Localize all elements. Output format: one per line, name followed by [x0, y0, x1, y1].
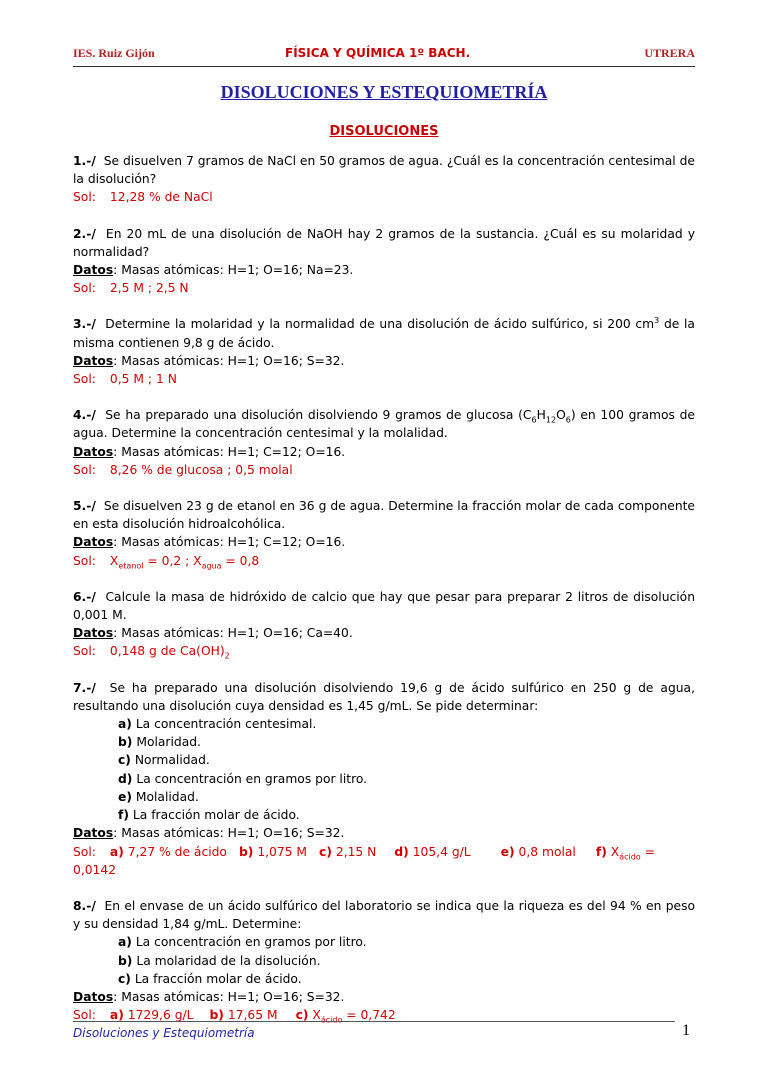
subscript: ácido: [619, 851, 641, 861]
solution-line: [73, 279, 695, 297]
sol-value: 1729,6 g/L: [123, 1008, 194, 1023]
list-item: [118, 751, 695, 769]
item-text: Molalidad.: [131, 789, 199, 804]
problem-number: 8.-/: [73, 898, 96, 913]
problem-number: 5.-/: [73, 499, 96, 514]
sol-x: X: [308, 1008, 321, 1023]
sol-label: Sol:: [73, 553, 96, 568]
problem-number: 4.-/: [73, 408, 96, 423]
problem-5: [73, 497, 695, 570]
footer-divider: [73, 1021, 675, 1022]
list-item: [118, 715, 695, 733]
problem-number: 3.-/: [73, 317, 96, 332]
solution-part: [239, 845, 307, 859]
sol-label: Sol:: [73, 462, 96, 477]
list-item: [118, 970, 695, 988]
problem-text: Se disuelven 23 g de etanol en 36 g de agua. Determine la fracción molar de cada componente en esta disolución hidroalcohólica.: [73, 499, 695, 532]
datos-line: [73, 624, 695, 642]
sol-a: 0,148 g de Ca(OH): [109, 644, 225, 659]
solution-line: [73, 370, 695, 388]
sol-x: X: [606, 844, 620, 859]
sol-value: = 0,742: [342, 1008, 396, 1023]
sol-key: a): [109, 1008, 124, 1023]
problem-text-cont: de la misma contienen 9,8 g de ácido.: [73, 317, 695, 350]
item-text: La molaridad de la disolución.: [132, 953, 321, 968]
list-item: [118, 788, 695, 806]
datos-text: : Masas atómicas: H=1; O=16; Na=23.: [113, 263, 354, 278]
sol-key: d): [394, 844, 409, 859]
solution-line: [73, 642, 695, 660]
header-school: IES. Ruiz Gijón: [73, 46, 155, 60]
datos-text: : Masas atómicas: H=1; O=16; S=32.: [113, 353, 345, 368]
header-town: UTRERA: [644, 46, 695, 60]
problem-2: [73, 225, 695, 298]
item-key: c): [118, 971, 131, 986]
datos-text: : Masas atómicas: H=1; O=16; Ca=40.: [113, 626, 353, 641]
item-text: La concentración en gramos por litro.: [131, 935, 367, 950]
subscript: etanol: [118, 561, 144, 571]
item-key: b): [118, 735, 133, 750]
problem-3: [73, 315, 695, 388]
sol-key: f): [595, 844, 607, 859]
solution-text: 2,5 M ; 2,5 N: [109, 281, 189, 296]
sol-label: Sol:: [73, 190, 96, 205]
subscript: 12: [545, 415, 557, 425]
solution-part: [319, 845, 376, 859]
sol-value: 2,15 N: [331, 844, 377, 859]
datos-line: [73, 443, 695, 461]
item-text: La concentración centesimal.: [131, 717, 317, 732]
header-divider: [73, 66, 695, 67]
solution-text: 12,28 % de NaCl: [109, 190, 213, 205]
item-key: d): [118, 771, 133, 786]
solution-line: [73, 188, 695, 206]
datos-text: : Masas atómicas: H=1; O=16; S=32.: [113, 989, 345, 1004]
problem-7: [73, 679, 695, 879]
datos-label: Datos: [73, 263, 114, 278]
item-key: a): [118, 717, 132, 732]
page-header: [73, 46, 695, 64]
problem-text: En 20 mL de una disolución de NaOH hay 2 gramos de la sustancia. ¿Cuál es su molaridad y normalidad?: [73, 226, 695, 259]
formula-part: O: [556, 408, 566, 423]
page-title: DISOLUCIONES Y ESTEQUIOMETRÍA: [220, 82, 548, 102]
problem-text: Se disuelven 7 gramos de NaCl en 50 gramos de agua. ¿Cuál es la concentración centesimal de la disolución?: [73, 154, 695, 187]
sol-value: 0,8 molal: [514, 844, 576, 859]
superscript: 3: [654, 316, 660, 326]
datos-line: [73, 988, 695, 1006]
datos-text: : Masas atómicas: H=1; C=12; O=16.: [113, 444, 346, 459]
problem-text: Se ha preparado una disolución disolviendo 19,6 g de ácido sulfúrico en 250 g de agua, resultando una disolución cuya densidad es 1,45 g/mL. Se pide determinar:: [73, 680, 695, 713]
problem-4: [73, 406, 695, 479]
solution-text: [109, 644, 230, 661]
solution-part: [394, 845, 470, 859]
datos-label: Datos: [73, 535, 114, 550]
sol-key: b): [238, 844, 254, 859]
problem-8: [73, 897, 695, 1024]
sol-value: 17,65 M: [223, 1008, 278, 1023]
formula-part: H: [536, 408, 546, 423]
problem-6: [73, 588, 695, 661]
list-item: [118, 770, 695, 788]
item-text: La fracción molar de ácido.: [128, 808, 300, 823]
datos-line: [73, 824, 695, 842]
problems-list: [73, 152, 695, 1042]
item-key: b): [118, 953, 133, 968]
item-key: a): [118, 935, 132, 950]
footer-title: Disoluciones y Estequiometría: [73, 1026, 255, 1040]
problem-text: Determine la molaridad y la normalidad de una disolución de ácido sulfúrico, si 200 cm: [105, 317, 655, 332]
sol-value: 7,27 % de ácido: [123, 844, 227, 859]
sol-key: e): [500, 844, 515, 859]
problem-text: En el envase de un ácido sulfúrico del laboratorio se indica que la riqueza es del 94 % en peso y su densidad 1,84 g/mL. Determine:: [73, 898, 695, 932]
solution-part: [501, 845, 576, 859]
sol-x: X: [109, 553, 119, 568]
item-text: Normalidad.: [130, 753, 210, 768]
sol-key: c): [295, 1008, 309, 1023]
sol-label: Sol:: [73, 644, 96, 659]
problem-number: 7.-/: [73, 680, 96, 695]
sol-end: = 0,8: [221, 553, 260, 568]
subscript: ácido: [320, 1015, 343, 1025]
sol-label: Sol:: [73, 281, 96, 296]
sol-mid: = 0,2 ; X: [143, 553, 202, 568]
solution-line: [73, 552, 695, 570]
problem-number: 6.-/: [73, 589, 96, 604]
sol-value: 1,075 M: [253, 844, 308, 859]
problem-text: Calcule la masa de hidróxido de calcio que hay que pesar para preparar 2 litros de disolución 0,001 M.: [73, 589, 695, 623]
subscript: 6: [565, 415, 571, 425]
sol-key: b): [209, 1008, 224, 1023]
list-item: [118, 933, 695, 951]
problem-1: [73, 152, 695, 207]
datos-label: Datos: [73, 353, 114, 368]
page-number: 1: [682, 1022, 690, 1039]
list-item: [118, 733, 695, 751]
list-item: [118, 806, 695, 824]
subscript: agua: [201, 561, 222, 571]
solution-line: [73, 461, 695, 479]
sol-label: Sol:: [73, 844, 96, 859]
sol-key: c): [319, 844, 332, 859]
sol-key: a): [109, 844, 124, 859]
datos-text: : Masas atómicas: H=1; O=16; S=32.: [113, 826, 345, 841]
problem-number: 1.-/: [73, 154, 96, 168]
item-text: La fracción molar de ácido.: [130, 971, 302, 986]
solution-line: [73, 843, 695, 879]
item-key: e): [118, 789, 132, 804]
item-key: c): [118, 753, 131, 768]
datos-line: [73, 533, 695, 551]
datos-label: Datos: [73, 444, 114, 459]
sol-value: 105,4 g/L: [408, 844, 471, 859]
problem-number: 2.-/: [73, 226, 96, 241]
datos-label: Datos: [73, 826, 114, 841]
datos-line: [73, 261, 695, 279]
datos-line: [73, 352, 695, 370]
list-item: [118, 952, 695, 970]
item-text: Molaridad.: [132, 735, 201, 750]
subscript: 2: [224, 651, 230, 661]
solution-text: 8,26 % de glucosa ; 0,5 molal: [109, 462, 293, 477]
solution-text: 0,5 M ; 1 N: [109, 372, 177, 387]
datos-label: Datos: [73, 989, 114, 1004]
header-course: FÍSICA Y QUÍMICA 1º BACH.: [285, 46, 471, 60]
section-title: DISOLUCIONES: [329, 124, 439, 139]
sol-label: Sol:: [73, 1008, 96, 1023]
solution-part: [110, 845, 227, 859]
datos-label: Datos: [73, 626, 114, 641]
problem-text-cont: ) en 100 gramos de agua. Determine la concentración centesimal y la molalidad.: [73, 408, 695, 441]
subscript: 6: [531, 415, 537, 425]
datos-text: : Masas atómicas: H=1; C=12; O=16.: [113, 535, 346, 550]
problem-text: Se ha preparado una disolución disolviendo 9 gramos de glucosa (C: [105, 408, 532, 423]
sol-value: = 0,0142: [73, 844, 655, 877]
solution-text: [109, 553, 260, 571]
sol-label: Sol:: [73, 372, 96, 387]
item-key: f): [118, 808, 129, 823]
item-text: La concentración en gramos por litro.: [132, 771, 368, 786]
